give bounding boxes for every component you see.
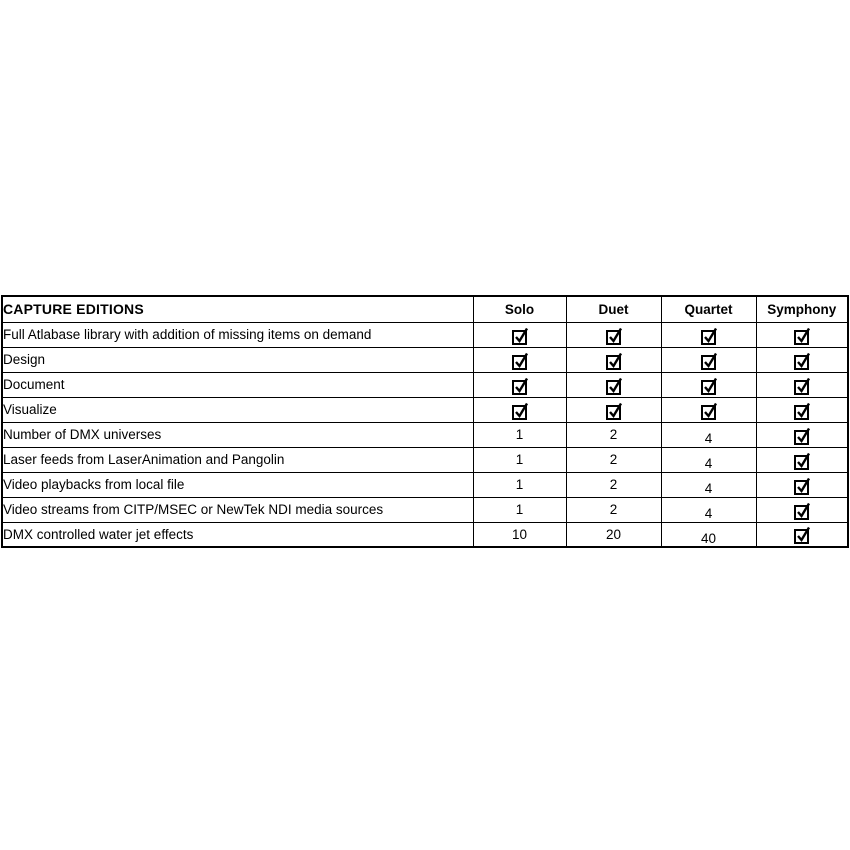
value-cell: 4: [661, 472, 756, 497]
checked-checkbox-icon: [792, 400, 812, 420]
value-cell: 10: [473, 522, 566, 547]
checked-checkbox-icon: [510, 325, 530, 345]
checked-checkbox-icon: [699, 350, 719, 370]
feature-row: [2, 522, 848, 547]
feature-name: Laser feeds from LaserAnimation and Pangolin: [2, 447, 473, 472]
checked-checkbox-icon: [792, 350, 812, 370]
checked-checkbox-icon: [510, 350, 530, 370]
feature-row: [2, 397, 848, 422]
value-cell: 20: [566, 522, 661, 547]
value-cell: 2: [566, 472, 661, 497]
checkbox-cell: [756, 397, 848, 422]
capture-editions-table: [1, 295, 849, 548]
checked-checkbox-icon: [510, 375, 530, 395]
column-header-symphony: Symphony: [756, 296, 848, 322]
checkbox-cell: [756, 522, 848, 547]
column-header-solo: Solo: [473, 296, 566, 322]
feature-row: [2, 422, 848, 447]
feature-name: Video streams from CITP/MSEC or NewTek NDI media sources: [2, 497, 473, 522]
value-cell: 4: [661, 422, 756, 447]
feature-name: Full Atlabase library with addition of missing items on demand: [2, 322, 473, 347]
checkbox-cell: [756, 497, 848, 522]
checked-checkbox-icon: [604, 350, 624, 370]
checked-checkbox-icon: [792, 375, 812, 395]
feature-name: DMX controlled water jet effects: [2, 522, 473, 547]
checkbox-cell: [756, 347, 848, 372]
feature-name: Visualize: [2, 397, 473, 422]
checked-checkbox-icon: [792, 325, 812, 345]
feature-name: Video playbacks from local file: [2, 472, 473, 497]
feature-name: Number of DMX universes: [2, 422, 473, 447]
checked-checkbox-icon: [699, 375, 719, 395]
checkbox-cell: [566, 347, 661, 372]
capture-editions-table-wrap: [1, 295, 847, 548]
value-cell: 1: [473, 497, 566, 522]
checkbox-cell: [661, 372, 756, 397]
checkbox-cell: [756, 472, 848, 497]
feature-row: [2, 472, 848, 497]
checked-checkbox-icon: [604, 325, 624, 345]
checkbox-cell: [756, 422, 848, 447]
checkbox-cell: [473, 372, 566, 397]
value-cell: 2: [566, 497, 661, 522]
feature-row: [2, 447, 848, 472]
checked-checkbox-icon: [510, 400, 530, 420]
checked-checkbox-icon: [792, 475, 812, 495]
checkbox-cell: [661, 322, 756, 347]
checked-checkbox-icon: [792, 425, 812, 445]
checkbox-cell: [473, 347, 566, 372]
table-title: CAPTURE EDITIONS: [2, 296, 473, 322]
checked-checkbox-icon: [699, 400, 719, 420]
value-cell: 1: [473, 422, 566, 447]
header-row: [2, 296, 848, 322]
feature-name: Design: [2, 347, 473, 372]
column-header-quartet: Quartet: [661, 296, 756, 322]
value-cell: 1: [473, 447, 566, 472]
checked-checkbox-icon: [792, 450, 812, 470]
checked-checkbox-icon: [792, 500, 812, 520]
checkbox-cell: [661, 397, 756, 422]
checkbox-cell: [473, 322, 566, 347]
value-cell: 40: [661, 522, 756, 547]
feature-row: [2, 497, 848, 522]
checkbox-cell: [566, 372, 661, 397]
value-cell: 2: [566, 447, 661, 472]
checkbox-cell: [566, 322, 661, 347]
checkbox-cell: [756, 372, 848, 397]
feature-row: [2, 322, 848, 347]
feature-name: Document: [2, 372, 473, 397]
checkbox-cell: [473, 397, 566, 422]
checked-checkbox-icon: [604, 375, 624, 395]
checkbox-cell: [661, 347, 756, 372]
checked-checkbox-icon: [792, 524, 812, 544]
checked-checkbox-icon: [604, 400, 624, 420]
checkbox-cell: [566, 397, 661, 422]
checkbox-cell: [756, 322, 848, 347]
feature-row: [2, 372, 848, 397]
checkbox-cell: [756, 447, 848, 472]
value-cell: 4: [661, 447, 756, 472]
value-cell: 1: [473, 472, 566, 497]
value-cell: 2: [566, 422, 661, 447]
checked-checkbox-icon: [699, 325, 719, 345]
value-cell: 4: [661, 497, 756, 522]
column-header-duet: Duet: [566, 296, 661, 322]
feature-row: [2, 347, 848, 372]
